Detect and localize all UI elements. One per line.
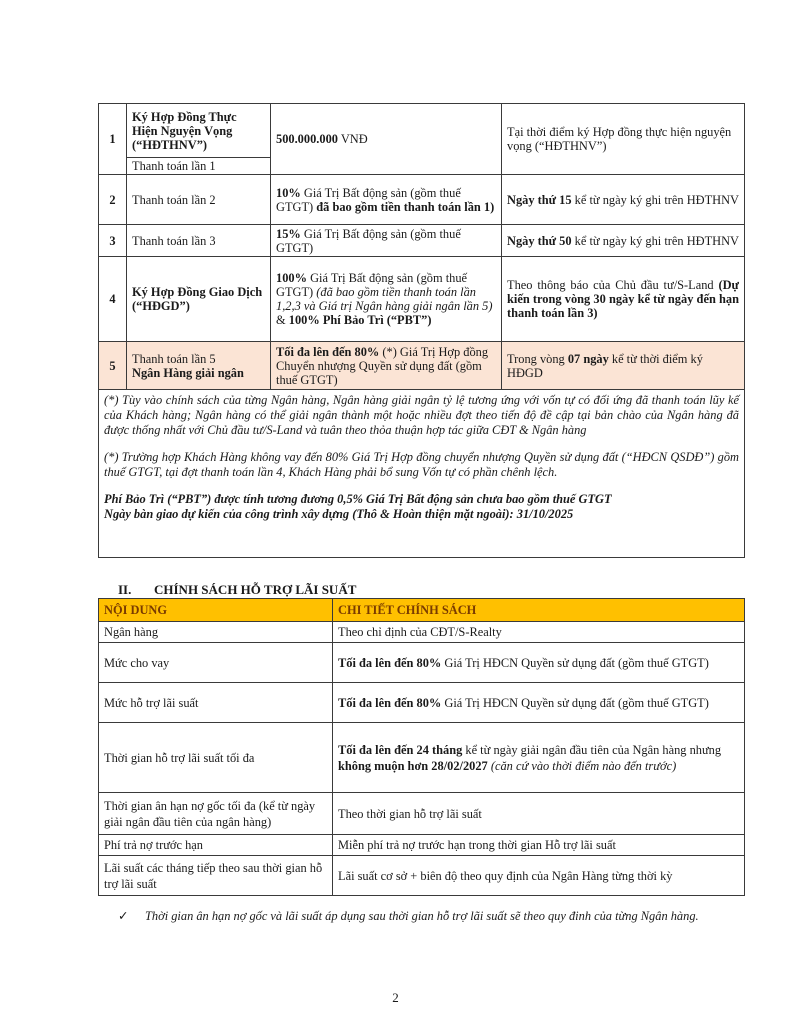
table-row [99,257,745,342]
row-key: Lãi suất các tháng tiếp theo sau thời gian hỗ trợ lãi suất [99,856,333,896]
amount-cell [271,225,502,257]
stage-title: Ký Hợp Đồng Thực Hiện Nguyện Vọng (“HĐTHNV”) [127,104,271,158]
timing-bold: Ngày thứ 50 [507,233,572,248]
row-value: Theo thời gian hỗ trợ lãi suất [333,793,745,835]
value-text: Giá Trị HĐCN Quyền sử dụng đất (gồm thuế GTGT) [441,695,709,710]
section-heading [118,582,356,598]
table-row [99,104,745,158]
row-value: Lãi suất cơ sở + biên độ theo quy định của Ngân Hàng từng thời kỳ [333,856,745,896]
amount-cell [271,175,502,225]
amount-text: VNĐ [337,132,368,146]
timing-cell [502,257,745,342]
amount-bold: 10% [276,185,301,200]
amount-amp: & [276,313,289,327]
row-value [333,683,745,723]
stage-label: Ký Hợp Đồng Giao Dịch (“HĐGD”) [127,257,271,342]
value-italic: (căn cứ vào thời điểm nào đến trước) [487,758,677,773]
row-key: Thời gian hỗ trợ lãi suất tối đa [99,723,333,793]
timing-bold: Ngày thứ 15 [507,192,572,207]
row-value: Theo chỉ định của CĐT/S-Realty [333,622,745,643]
amount-bold-2: 100% Phí Bảo Trì (“PBT”) [288,313,432,327]
notes-row [99,390,745,558]
header-col-policy: CHI TIẾT CHÍNH SÁCH [333,599,745,622]
row-key: Thời gian ân hạn nợ gốc tối đa (kể từ ngày giải ngân đầu tiên của ngân hàng) [99,793,333,835]
notes-cell [99,390,745,558]
amount-text: Giá Trị Bất động sản (gồm thuế GTGT) [276,271,468,299]
table-row [99,856,745,896]
row-number: 4 [99,257,127,342]
table-row [99,225,745,257]
value-bold: Tối đa lên đến 24 tháng [338,742,463,757]
bullet-text: Thời gian ân hạn nợ gốc và lãi suất áp dụng sau thời gian hỗ trợ lãi suất sẽ theo quy đinh của từng Ngân hàng. [145,909,699,923]
amount-cell [271,104,502,175]
amount-text: Giá Trị Bất động sản (gồm thuế GTGT) [276,226,461,255]
value-bold-2: không muộn hơn 28/02/2027 [338,758,488,773]
amount-bold-2: đã bao gồm tiền thanh toán lần 1) [316,199,495,214]
table-row [99,793,745,835]
payment-schedule-table [98,103,745,558]
interest-support-table [98,598,745,896]
row-value [333,643,745,683]
timing-text: kể từ thời điểm ký HĐGD [507,351,703,380]
value-bold: Tối đa lên đến 80% [338,695,442,710]
table-row [99,723,745,793]
section-number: II. [118,582,132,597]
stage-label: Thanh toán lần 3 [127,225,271,257]
stage-text: Thanh toán lần 5 [132,351,216,366]
row-key: Mức cho vay [99,643,333,683]
timing-cell [502,342,745,390]
bullet-note [118,908,748,925]
row-value: Miễn phí trả nợ trước hạn trong thời gian Hỗ trợ lãi suất [333,835,745,856]
amount-text: (*) Giá Trị Hợp đồng Chuyển nhượng Quyền sử dụng đất (gồm thuế GTGT) [276,344,489,387]
row-number: 5 [99,342,127,390]
stage-sub: Thanh toán lần 1 [127,158,271,175]
timing-cell [502,225,745,257]
timing-text: Theo thông báo của Chủ đầu tư/S-Land [507,278,719,292]
table-row [99,643,745,683]
amount-italic: (đã bao gồm tiền thanh toán lần 1,2,3 và Giá trị Ngân hàng giải ngân lần 5) [276,285,493,313]
timing-text: kể từ ngày ký ghi trên HĐTHNV [571,192,739,207]
table-row [99,175,745,225]
row-key: Ngân hàng [99,622,333,643]
row-number: 1 [99,104,127,175]
row-key: Mức hỗ trợ lãi suất [99,683,333,723]
value-text: kể từ ngày giải ngân đầu tiên của Ngân hàng nhưng [462,742,722,757]
amount-cell [271,342,502,390]
timing-cell [502,175,745,225]
row-value [333,723,745,793]
timing-cell: Tại thời điểm ký Hợp đồng thực hiện nguyện vọng (“HĐTHNV”) [502,104,745,175]
table-row [99,622,745,643]
amount-cell [271,257,502,342]
row-key: Phí trả nợ trước hạn [99,835,333,856]
amount-bold: 500.000.000 [276,132,338,146]
section-title: CHÍNH SÁCH HỖ TRỢ LÃI SUẤT [154,582,357,597]
amount-bold: Tối đa lên đến 80% [276,344,380,359]
value-bold: Tối đa lên đến 80% [338,655,442,670]
amount-bold: 100% [276,271,307,285]
table-row [99,683,745,723]
row-number: 2 [99,175,127,225]
value-text: Giá Trị HĐCN Quyền sử dụng đất (gồm thuế GTGT) [441,655,709,670]
stage-label [127,342,271,390]
amount-text: Giá Trị Bất động sản (gồm thuế GTGT) [276,185,461,214]
note-3: Phí Bảo Trì (“PBT”) được tính tương đương 0,5% Giá Trị Bất động sản chưa bao gồm thuế GTGT [104,492,612,506]
table-row [99,835,745,856]
row-number: 3 [99,225,127,257]
header-col-content: NỘI DUNG [99,599,333,622]
note-2: (*) Trường hợp Khách Hàng không vay đến 80% Giá Trị Hợp đồng chuyển nhượng Quyền sử dụng đất (“HĐCN QSDĐ”) gồm thuế GTGT, tại đợt thanh toán lần 4, Khách Hàng phải bổ sung Vốn tự có phần chênh lệch. [104,450,739,479]
timing-bold: 07 ngày [567,351,609,366]
timing-pre: Trong vòng [507,351,568,366]
table-header-row [99,599,745,622]
amount-bold: 15% [276,226,301,241]
note-1: (*) Tùy vào chính sách của từng Ngân hàng, Ngân hàng giải ngân tỷ lệ tương ứng với vốn tự có đối ứng đã thanh toán lũy kế của Khách hàng; Ngân hàng có thể giải ngân thành một hoặc nhiều đợt theo tiến độ đề cập tại bản chào của Ngân hàng đã được thống nhất với Chủ đầu tư/S-Land và tuân theo thỏa thuận hợp tác giữa CĐT & Ngân hàng [104,393,739,437]
note-4: Ngày bàn giao dự kiến của công trình xây dựng (Thô & Hoàn thiện mặt ngoài): 31/10/2025 [104,507,574,521]
page-number: 2 [392,990,399,1005]
timing-text: kể từ ngày ký ghi trên HĐTHNV [571,233,739,248]
timing-bold: (Dự kiến trong vòng 30 ngày kể từ ngày đến hạn thanh toán lần 3) [507,278,739,320]
stage-label: Thanh toán lần 2 [127,175,271,225]
stage-bold: Ngân Hàng giải ngân [132,365,244,380]
check-mark-icon: ✓ [118,909,129,923]
table-row-highlighted [99,342,745,390]
